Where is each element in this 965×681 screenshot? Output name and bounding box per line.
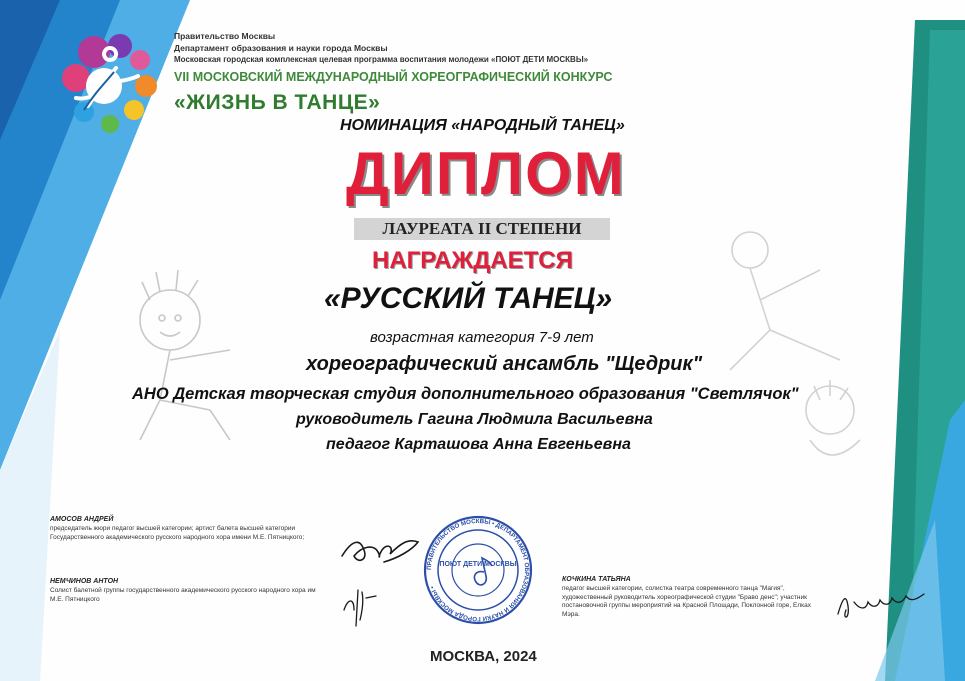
head-name: руководитель Гагина Людмила Васильевна bbox=[296, 411, 653, 428]
diploma-heading: ДИПЛОМ bbox=[346, 140, 626, 207]
header-program: Московская городская комплексная целевая программа воспитания молодежи «ПОЮТ ДЕТИ МОСКВЫ» bbox=[174, 55, 589, 64]
jury-2-name: НЕМЧИНОВ АНТОН bbox=[50, 578, 119, 585]
contest-name: «ЖИЗНЬ В ТАНЦЕ» bbox=[174, 91, 381, 114]
signature-1 bbox=[338, 520, 428, 570]
stamp-center-text: ПОЮТ ДЕТИ МОСКВЫ bbox=[439, 561, 517, 568]
awarded-label: НАГРАЖДАЕТСЯ bbox=[372, 247, 573, 274]
age-category: возрастная категория 7-9 лет bbox=[370, 329, 594, 346]
teacher-name: педагог Карташова Анна Евгеньевна bbox=[326, 436, 631, 453]
dance-title: «РУССКИЙ ТАНЕЦ» bbox=[324, 282, 613, 315]
header-department: Департамент образования и науки города Москвы bbox=[174, 43, 388, 53]
background-doodle-right bbox=[690, 210, 910, 490]
jury-1-description: председатель жюри педагог высшей категории; артист балета высшей категории Государственного академического русского народного хора имени М.Е. Пятницкого; bbox=[50, 525, 305, 541]
svg-text:ПРАВИТЕЛЬСТВО МОСКВЫ • ДЕПАРТА bbox=[426, 518, 530, 622]
signature-3 bbox=[832, 580, 932, 625]
signature-2 bbox=[336, 580, 386, 630]
jury-2-description: Солист балетной группы государственного академического русского народного хора им М.Е. Пятницкого bbox=[50, 587, 316, 603]
jury-1-name: АМОСОВ АНДРЕЙ bbox=[50, 516, 114, 523]
organization-name: АНО Детская творческая студия дополнительного образования "Светлячок" bbox=[132, 385, 799, 403]
stamp-outer-text: ПРАВИТЕЛЬСТВО МОСКВЫ • ДЕПАРТАМЕНТ ОБРАЗОВАНИЯ И НАУКИ ГОРОДА МОСКВЫ • bbox=[425, 517, 531, 623]
contest-logo-icon bbox=[54, 30, 164, 145]
city-year: МОСКВА, 2024 bbox=[430, 648, 537, 665]
official-stamp-icon bbox=[422, 514, 534, 626]
laureate-degree: ЛАУРЕАТА II СТЕПЕНИ bbox=[382, 219, 582, 238]
header-government: Правительство Москвы bbox=[174, 31, 276, 41]
jury-3-description: педагог высшей категории, солистка театра современного танца "Магия", художественный руководитель хореографической студии "Браво денс"; участник постановочной группы мероприятий на Красной Площади, Поклонной горе, Елках Мэра. bbox=[562, 585, 811, 618]
jury-3-name: КОЧКИНА ТАТЬЯНА bbox=[562, 576, 631, 583]
nomination-title: НОМИНАЦИЯ «НАРОДНЫЙ ТАНЕЦ» bbox=[340, 117, 625, 134]
ensemble-name: хореографический ансамбль "Щедрик" bbox=[306, 353, 703, 375]
contest-title: VII МОСКОВСКИЙ МЕЖДУНАРОДНЫЙ ХОРЕОГРАФИЧЕСКИЙ КОНКУРС bbox=[174, 70, 613, 84]
